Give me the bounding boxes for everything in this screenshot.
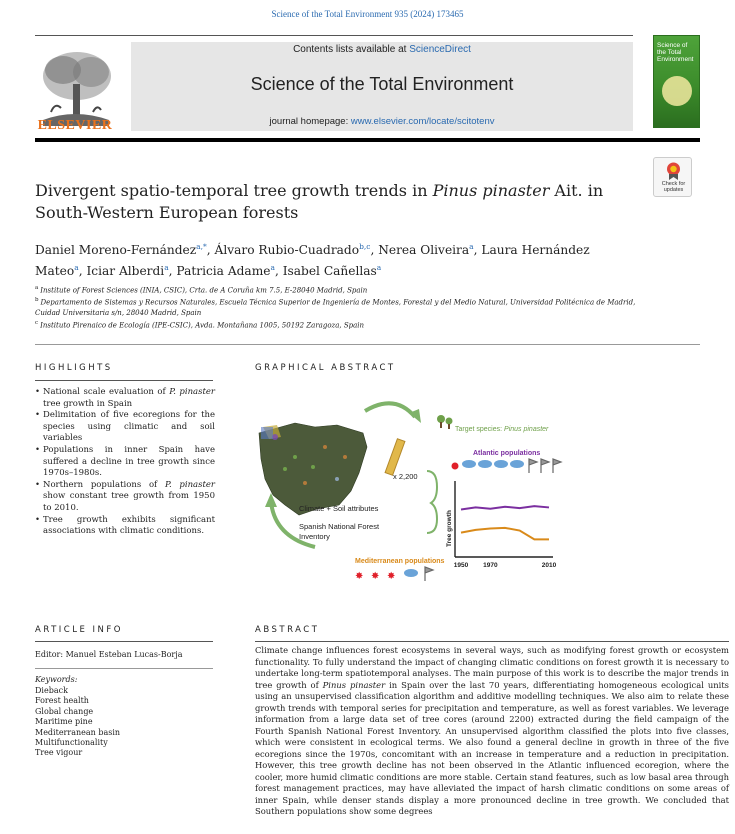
journal-title: Science of the Total Environment	[250, 74, 514, 94]
svg-text:✸: ✸	[371, 571, 380, 582]
keywords-list	[35, 686, 120, 759]
publisher-name[interactable]: ELSEVIER	[37, 118, 113, 133]
chart-x-tick-label: 2010	[541, 562, 557, 569]
tree-core-icon	[385, 439, 405, 476]
author[interactable]: Iciar Alberdi$^a$	[86, 263, 169, 279]
author-list: Daniel Moreno-Fernández$^{a,*}$, Álvaro Rubio-Cuadrado$^{b,c}$, Nerea Oliveira$^a$, Laura Hernández Mateo$^a$, Iciar Alberdi$^a$, Patricia Adame$^a$, Isabel Cañellas$^a$	[35, 242, 590, 279]
article-title: Divergent spatio-temporal tree growth trends in Pinus pinaster Ait. in South-Western European forests	[35, 181, 604, 222]
cores-count-label: x 2,200	[393, 472, 418, 481]
author[interactable]: Nerea Oliveira$^a$	[378, 242, 474, 258]
keyword[interactable]: Dieback	[35, 686, 68, 695]
chart-y-label: Tree growth	[446, 510, 453, 547]
iberia-map	[259, 423, 367, 515]
keyword[interactable]: Multifunctionality	[35, 738, 108, 748]
affiliation: $^c$ Instituto Pirenaico de Ecología (IPE-CSIC), Avda. Montañana 1005, 50192 Zaragoza, Spain	[35, 320, 365, 330]
graphical-abstract[interactable]	[255, 387, 585, 587]
mediterranean-climate-icons	[355, 567, 433, 582]
header-top-rule	[35, 35, 633, 36]
check-for-updates-label: Check for updates	[661, 181, 686, 193]
flow-arrow-top	[365, 403, 415, 417]
highlight-item: • Northern populations of P. pinaster show constant tree growth from 1950 to 2010.	[35, 480, 215, 515]
keyword[interactable]: Maritime pine	[35, 717, 93, 727]
highlight-item: • National scale evaluation of P. pinaster tree growth in Spain	[35, 387, 215, 410]
keyword[interactable]: Mediterranean basin	[35, 727, 121, 737]
affiliation: $^a$ Institute of Forest Sciences (INIA, CSIC), Crta. de A Coruña km 7.5, E-28040 Madrid, Spain	[35, 285, 368, 295]
chart-x-ticks	[454, 562, 557, 569]
attributes-label: Climate + Soil attributes	[299, 504, 379, 513]
sciencedirect-link[interactable]: ScienceDirect	[409, 44, 471, 55]
highlight-item: • Populations in inner Spain have suffered a decline in tree growth since 1970s–1980s.	[35, 445, 215, 480]
abstract-text: Climate change influences forest ecosystems in several ways, such as modifying forest growth or ecosystem functionality. To fully understand the impact of changing climatic conditions on forest growth it is necessary to undertake long-term spatiotemporal analyses. The main purpose of this work is to describe the major trends in tree growth of Pinus pinaster in Spain over the last 70 years, differentiating homogeneous ecological units using an unsupervised classification algorithm and additive modelling techniques. We also aim to relate these growth trends with temporal series for precipitation and temperature, as well as forest variables. We leverage information from a large data set of tree cores (around 2200) extracted during the field campaign of the Fourth Spanish National Forest Inventory. An unsupervised algorithm classified the plots into five classes, which were consistent in ecological terms. We also found a general decline in growth in three of the five ecoregions since the 1970s, concomitant with an increase in temperature and a reduction in precipitation. However, this tree growth decline has not been observed in the Atlantic influenced ecoregion, where the cooler, more humid climatic conditions are more stable. Certain stand features, such as low basal area through forest management practices, may have alleviated the impact of harsh climatic conditions on some areas of inner Spain, while denser stands display a more pronounced decline in tree growth. We concluded that Southern populations show some degrees	[255, 645, 729, 816]
atlantic-label: Atlantic populations	[473, 450, 541, 457]
journal-homepage: journal homepage: www.elsevier.com/locate/scitotenv	[269, 116, 495, 127]
mediterranean-label: Mediterranean populations	[355, 558, 445, 565]
cover-title: Science of the Total Environment	[657, 42, 694, 63]
author[interactable]: Daniel Moreno-Fernández$^{a,*}$	[35, 242, 207, 258]
bracket	[427, 471, 437, 533]
editor-line: Editor: Manuel Esteban Lucas-Borja	[35, 650, 183, 659]
header-bottom-rule	[35, 138, 700, 142]
journal-cover[interactable]	[653, 35, 700, 128]
mediterranean-growth-line	[461, 528, 549, 540]
abstract-rule	[255, 641, 729, 642]
chart-x-tick-label: 1970	[483, 562, 498, 569]
cover-graphic	[662, 76, 692, 106]
author[interactable]: Isabel Cañellas$^a$	[282, 263, 382, 279]
affiliation: $^b$ Departamento de Sistemas y Recursos Naturales, Escuela Técnica Superior de Ingeniería de Montes, Forestal y del Medio Natural, Universidad Politécnica de Madrid, Cuidad Universitaria s/n, 28040 Madrid, Spain	[35, 297, 636, 318]
contents-line: Contents lists available at ScienceDirect	[293, 44, 471, 55]
editor-rule	[35, 668, 213, 669]
inventory-label-1: Spanish National Forest	[299, 522, 380, 531]
article-info-rule	[35, 641, 213, 642]
atlantic-growth-line	[461, 506, 549, 509]
keywords-heading: Keywords:	[35, 675, 78, 684]
author[interactable]: Laura Hernández Mateo$^a$	[35, 243, 590, 279]
svg-text:✸: ✸	[355, 571, 364, 582]
highlight-item: • Delimitation of five ecoregions for the species using climatic and soil variables	[35, 410, 215, 445]
chart-x-tick-label: 1950	[453, 562, 469, 569]
abstract-heading: ABSTRACT	[255, 625, 320, 635]
author[interactable]: Álvaro Rubio-Cuadrado$^{b,c}$	[214, 242, 371, 258]
author[interactable]: Patricia Adame$^a$	[176, 263, 275, 279]
inventory-label-2: Inventory	[299, 532, 330, 541]
highlights-heading: HIGHLIGHTS	[35, 363, 113, 373]
keyword[interactable]: Forest health	[35, 696, 89, 706]
highlights-list	[35, 387, 215, 538]
homepage-link[interactable]: www.elsevier.com/locate/scitotenv	[350, 116, 495, 127]
section-divider	[35, 344, 700, 345]
keyword[interactable]: Tree vigour	[35, 748, 83, 758]
atlantic-climate-icons	[452, 459, 562, 473]
highlights-rule	[35, 380, 213, 381]
keyword[interactable]: Global change	[35, 706, 94, 716]
article-info-heading: ARTICLE INFO	[35, 625, 123, 635]
highlight-item: • Tree growth exhibits significant associations with climatic conditions.	[35, 515, 215, 538]
target-species-label: Target species: Pinus pinaster	[455, 426, 549, 433]
pine-tree-icon	[437, 415, 453, 429]
journal-citation[interactable]: Science of the Total Environment 935 (2024) 173465	[271, 9, 464, 19]
svg-text:✸: ✸	[387, 571, 396, 582]
check-for-updates-button[interactable]	[653, 157, 692, 197]
graphical-abstract-heading: GRAPHICAL ABSTRACT	[255, 363, 396, 373]
tree-growth-chart	[446, 481, 557, 569]
bookmark-icon	[666, 162, 681, 180]
